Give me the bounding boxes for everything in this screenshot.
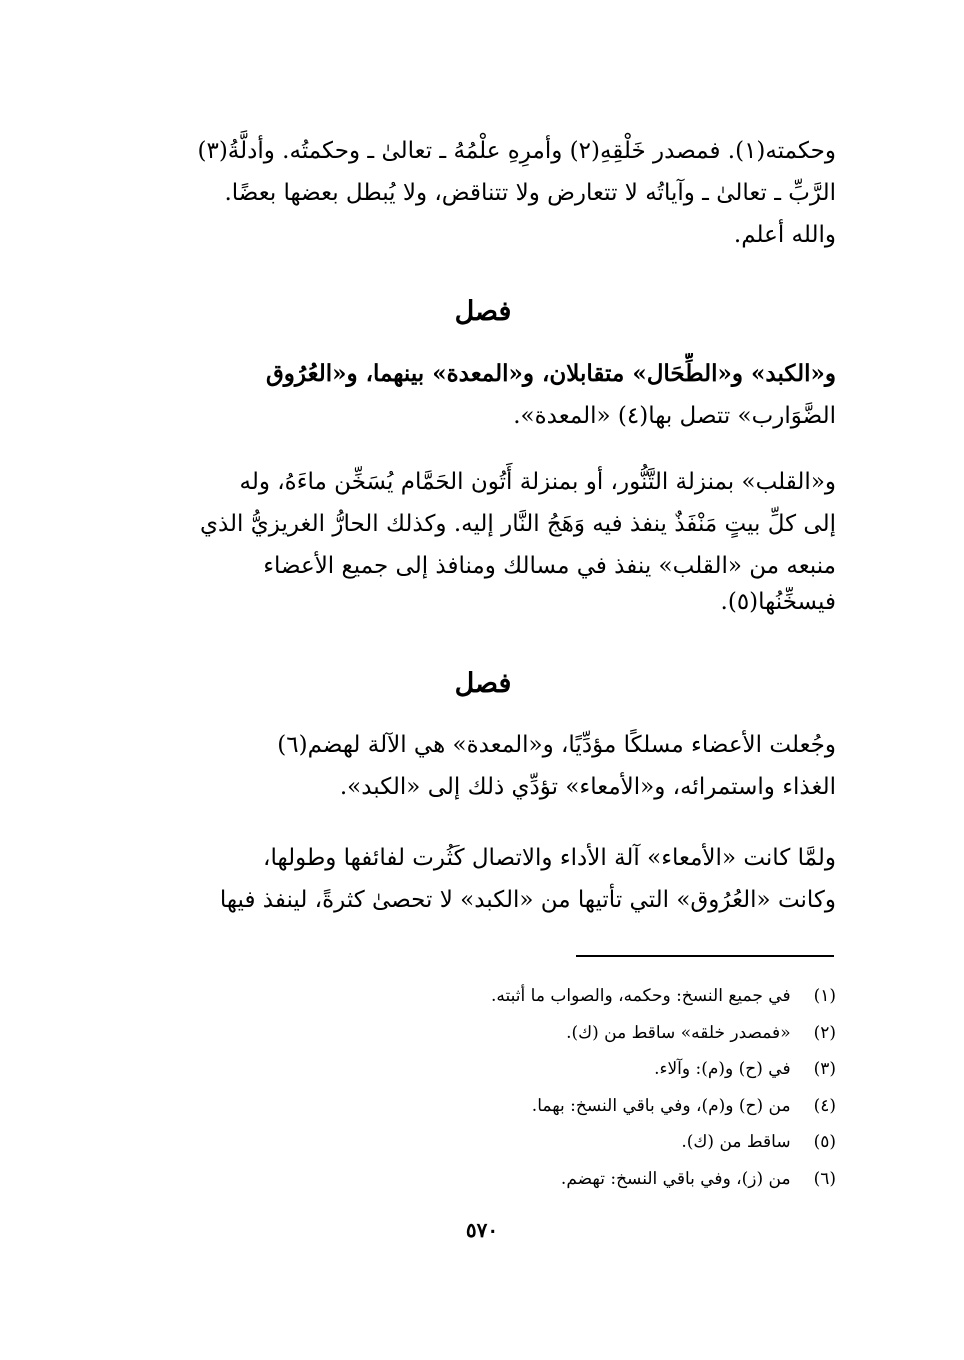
paragraph-3 [130, 461, 836, 617]
paragraph-2 [130, 353, 836, 437]
footnote-3 [130, 1051, 836, 1088]
section-heading-1: فصل [454, 296, 512, 327]
footnote-number: (٥) [813, 1132, 836, 1152]
paragraph-3-line-2: إلى كلِّ بيتٍ مَنْفَذٌ ينفذ فيه وَهَجُ النَّار إليه. وكذلك الحارُّ الغريزيُّ الذي [199, 511, 836, 537]
paragraph-1 [130, 130, 836, 256]
paragraph-4 [130, 724, 836, 808]
paragraph-4-line-2: الغذاء واستمرائه، و«الأمعاء» تؤدِّي ذلك إلى «الكبد». [339, 774, 836, 800]
paragraph-1-line-3: والله أعلم. [733, 222, 836, 248]
footnote-number: (٢) [813, 1022, 836, 1043]
footnotes [130, 978, 836, 1197]
footnote-2 [130, 1015, 836, 1052]
paragraph-5 [130, 837, 836, 921]
paragraph-5-line-2: وكانت «العُرُوق» التي تأتيها من «الكبد» لا تحصىٰ كثرةً، لينفذ فيها [219, 887, 836, 913]
paragraph-1-line-1: وحكمته(١). فمصدر خَلْقِهِ(٢) وأمرِهِ علْمُهُ ـ تعالىٰ ـ وحكمتُه. وأدلَّةُ(٣) [197, 138, 836, 164]
paragraph-1-line-2: الرَّبِّ ـ تعالىٰ ـ وآياتُه لا تتعارض ولا تتناقض، ولا يُبطل بعضها بعضًا. [224, 180, 836, 206]
footnote-6 [130, 1161, 836, 1198]
footnote-number: (٦) [813, 1168, 836, 1189]
paragraph-3-line-3: منبعه من «القلب» ينفذ في مسالك ومنافذ إلى جميع الأعضاء [263, 553, 836, 579]
footnote-4 [130, 1088, 836, 1125]
paragraph-3-line-1: و«القلب» بمنزلة التَّنُّور، أو بمنزلة أَتُون الحَمَّام يُسَخِّن ماءَهُ، وله [239, 469, 836, 495]
footnote-separator [576, 955, 834, 957]
paragraph-3-line-4: فيسخِّنُها(٥). [720, 589, 836, 615]
paragraph-2-line-1: و«الكبد» و«الطِّحَال» متقابلان، و«المعدة» بينهما، و«العُرُوق [265, 360, 836, 387]
footnote-text: من (ح) و(م)، وفي باقي النسخ: بهما. [531, 1095, 791, 1116]
footnote-text: «فمصدر خلقه» ساقط من (ك). [566, 1022, 791, 1043]
footnote-1 [130, 978, 836, 1015]
paragraph-4-line-1: وجُعلت الأعضاء مسلكًا مؤدِّيًا، و«المعدة» هي الآلة لهضم(٦) [277, 732, 836, 758]
footnote-text: في جميع النسخ: وحكمه، والصواب ما أثبته. [491, 986, 791, 1006]
footnote-number: (٤) [813, 1095, 836, 1116]
footnote-5 [130, 1124, 836, 1161]
footnote-number: (١) [813, 986, 836, 1006]
section-heading-2: فصل [454, 668, 512, 699]
paragraph-5-line-1: ولمَّا كانت «الأمعاء» آلة الأداء والاتصال كَثُرت لفائفها وطولها، [263, 845, 836, 871]
footnote-text: ساقط من (ك). [681, 1132, 791, 1152]
paragraph-2-line-2: الضَّوَارب» تتصل بها(٤) «المعدة». [513, 403, 836, 429]
footnote-text: في (ح) و(م): وآلاء. [654, 1059, 791, 1079]
footnote-number: (٣) [813, 1059, 836, 1079]
footnote-text: من (ز)، وفي باقي النسخ: تهضم. [560, 1168, 791, 1189]
page-number: ٥٧٠ [465, 1218, 499, 1242]
